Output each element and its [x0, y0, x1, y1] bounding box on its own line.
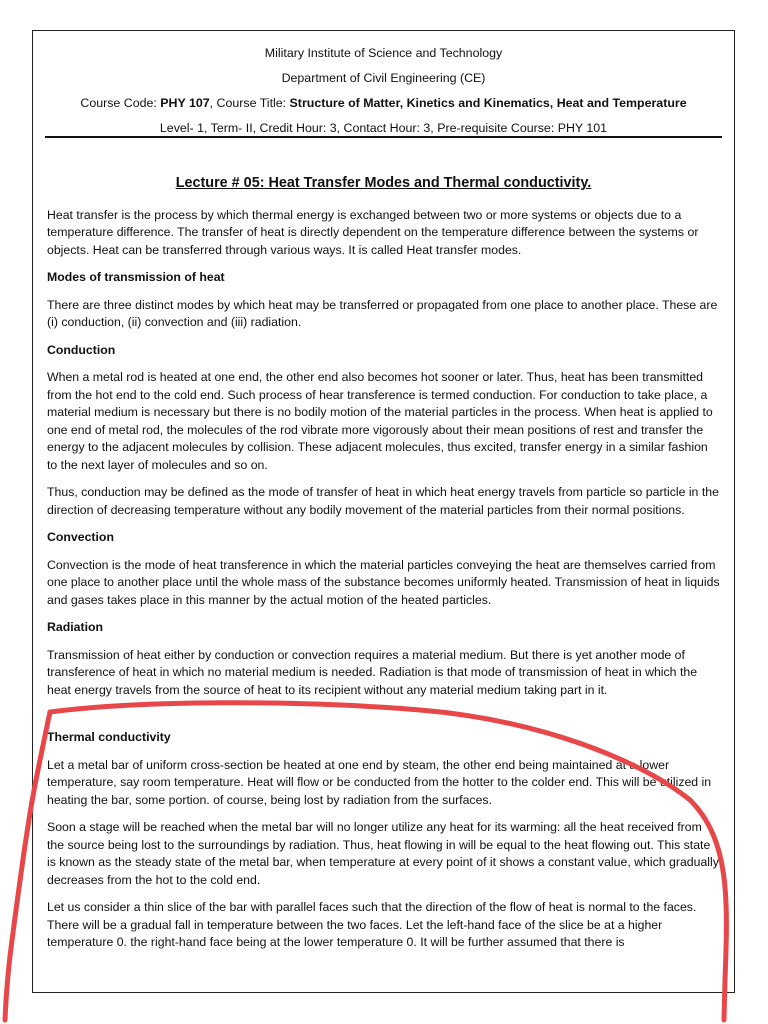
- thermal-paragraph-3: Let us consider a thin slice of the bar with parallel faces such that the direction of the flow of heat is normal to the faces. There will be a gradual fall in temperature between the two faces. Let the left-hand face of the slice be at a higher temperature 0. the right-hand face being at the lower temperature 0. It will be further assumed that there is: [47, 900, 697, 949]
- thermal-heading: Thermal conductivity: [47, 730, 171, 744]
- course-code: PHY 107: [160, 96, 210, 110]
- conduction-paragraph-2: Thus, conduction may be defined as the mode of transfer of heat in which heat energy travels from particle so particle in the direction of decreasing temperature without any bodily movement of the material particles from their normal positions.: [47, 485, 719, 517]
- document-page: [32, 30, 735, 993]
- conduction-paragraph-1: When a metal rod is heated at one end, the other end also becomes hot sooner or later. Thus, heat has been transmitted from the hot end to the cold end. Such process of hear transference is termed conduction. For conduction to take place, a material medium is necessary but there is no bodily motion of the material particles in the process. When heat is applied to one end of metal rod, the molecules of the rod vibrate more vigorously about their mean positions of rest and transfer the energy to the adjacent molecules by collision. These adjacent molecules, thus excited, transfer energy in a similar fashion to the next layer of molecules and so on.: [47, 370, 713, 472]
- department-name: Department of Civil Engineering (CE): [281, 71, 486, 85]
- lecture-title: Lecture # 05: Heat Transfer Modes and Thermal conductivity.: [175, 175, 592, 191]
- modes-heading: Modes of transmission of heat: [47, 270, 225, 284]
- convection-heading: Convection: [47, 530, 114, 544]
- radiation-paragraph: Transmission of heat either by conduction or convection requires a material medium. But there is yet another mode of transference of heat in which no material medium is needed. Radiation is that mode of transmission of heat in which the heat energy travels from the source of heat to its recipient without any material medium taking part in it.: [47, 647, 698, 697]
- thermal-paragraph-1: Let a metal bar of uniform cross-section be heated at one end by steam, the other end being maintained at a lower temperature, say room temperature. Heat will flow or be conducted from the hotter to the colder end. This will be utilized in heating the bar, some portion. of course, being lost by radiation from the surfaces.: [47, 757, 712, 807]
- document-header: [33, 31, 734, 141]
- modes-paragraph: There are three distinct modes by which heat may be transferred or propagated from one place to another place. These are (i) conduction, (ii) convection and (iii) radiation.: [47, 297, 718, 329]
- course-line: Course Code: PHY 107, Course Title: Structure of Matter, Kinetics and Kinematics, Heat and Temperature: [80, 96, 687, 110]
- conduction-heading: Conduction: [47, 342, 116, 357]
- header-divider: [45, 136, 722, 138]
- institute-name: Military Institute of Science and Technology: [264, 46, 503, 60]
- thermal-paragraph-2: Soon a stage will be reached when the metal bar will no longer utilize any heat for its warming: all the heat received from the source being lost to the surroundings by radiation. Thus, heat flowing in will be equal to the heat flowing out. This state is known as the steady state of the metal bar, when temperature at every point of it shows a constant value, which gradually decreases from the hot to the cold end.: [47, 820, 719, 887]
- convection-paragraph: Convection is the mode of heat transference in which the material particles conveying the heat are themselves carried from one place to another place until the whole mass of the substance becomes uniformly heated. Transmission of heat in liquids and gases takes place in this manner by the actual motion of the heated particles.: [47, 557, 720, 607]
- intro-paragraph: Heat transfer is the process by which thermal energy is exchanged between two or more systems or objects due to a temperature difference. The transfer of heat is directly dependent on the temperature difference between the systems or objects. Heat can be transferred through various ways. It is called Heat transfer modes.: [47, 207, 699, 257]
- lecture-body: [47, 171, 720, 962]
- spacer: [47, 709, 720, 729]
- level-line: Level- 1, Term- II, Credit Hour: 3, Contact Hour: 3, Pre-requisite Course: PHY 101: [159, 121, 608, 135]
- radiation-heading: Radiation: [47, 620, 104, 634]
- course-title: Structure of Matter, Kinetics and Kinematics, Heat and Temperature: [289, 96, 687, 110]
